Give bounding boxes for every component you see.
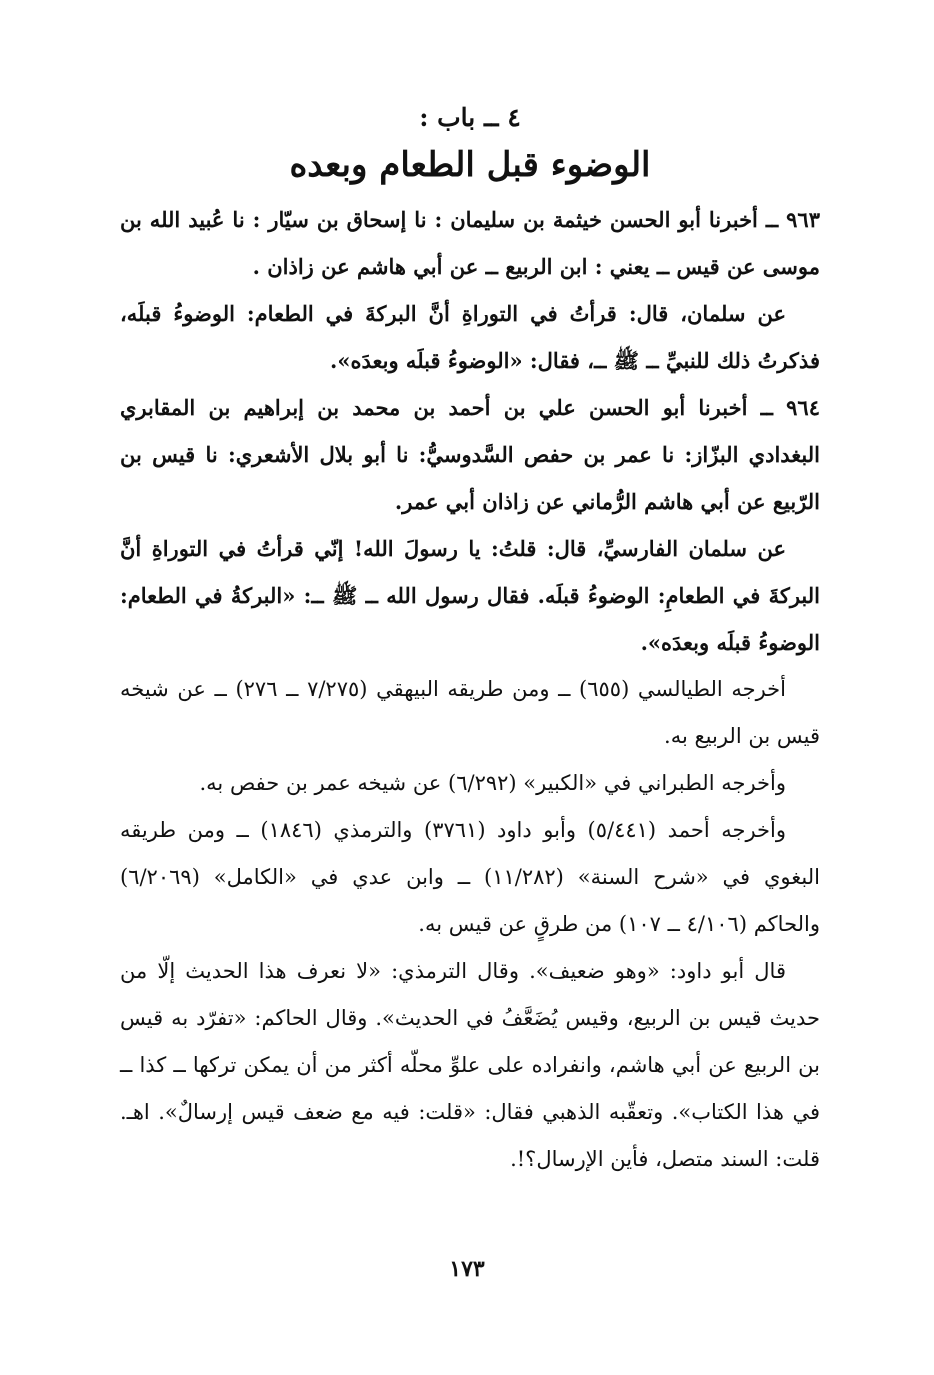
takhrij-note-3: وأخرجه أحمد (٥/٤٤١) وأبو داود (٣٧٦١) والترمذي (١٨٤٦) ــ ومن طريقه البغوي في «شرح السنة» (١١/٢٨٢) ــ وابن عدي في «الكامل» (٦/٢٠٦٩) والحاكم (٤/١٠٦ ــ ١٠٧) من طرقٍ عن قيس به. xyxy=(120,818,820,936)
page-number: ١٧٣ xyxy=(449,1256,485,1282)
hadith-963-text: عن سلمان، قال: قرأتُ في التوراةِ أنَّ البركةَ في الطعام: الوضوءُ قبلَه، فذكرتُ ذلك للنبيِّ ــ ﷺ ــ، فقال: «الوضوءُ قبلَه وبعدَه». xyxy=(120,301,820,373)
hadith-963-chain: ٩٦٣ ــ أخبرنا أبو الحسن خيثمة بن سليمان : نا إسحاق بن سيّار : نا عُبيد الله بن موسى عن قيس ــ يعني : ابن الربيع ــ عن أبي هاشم عن زاذان . xyxy=(120,207,820,279)
takhrij-note-4: قال أبو داود: «وهو ضعيف». وقال الترمذي: «لا نعرف هذا الحديث إلّا من حديث قيس بن الربيع، وقيس يُضَعَّفُ في الحديث». وقال الحاكم: «تفرّد به قيس بن الربيع عن أبي هاشم، وانفراده على علوِّ محلّه أكثر من أن يمكن تركها ــ كذا ــ في هذا الكتاب». وتعقّبه الذهبي فقال: «قلت: فيه مع ضعف قيس إرسالٌ». اهـ. قلت: السند متصل، فأين الإرسال؟!. xyxy=(120,959,820,1171)
hadith-964-chain: ٩٦٤ ــ أخبرنا أبو الحسن علي بن أحمد بن محمد بن إبراهيم بن المقابري البغدادي البزّاز: نا عمر بن حفص السَّدوسيُّ: نا أبو بلال الأشعري: نا قيس بن الرّبيع عن أبي هاشم الرُّماني عن زاذان أبي عمر. xyxy=(120,395,820,514)
chapter-number: ٤ ــ باب : xyxy=(419,103,521,132)
takhrij-note-2: وأخرجه الطبراني في «الكبير» (٦/٢٩٢) عن شيخه عمر بن حفص به. xyxy=(199,771,786,795)
takhrij-note-1: أخرجه الطيالسي (٦٥٥) ــ ومن طريقه البيهقي (٧/٢٧٥ ــ ٢٧٦) ــ عن شيخه قيس بن الربيع به. xyxy=(120,677,820,748)
chapter-title: الوضوء قبل الطعام وبعده xyxy=(289,145,651,185)
document-page xyxy=(120,98,820,1183)
hadith-964-text: عن سلمان الفارسيِّ، قال: قلتُ: يا رسولَ الله! إنّي قرأتُ في التوراةِ أنَّ البركةَ في الطعامِ: الوضوءُ قبلَه. فقال رسول الله ــ ﷺ ــ: «البركةُ في الطعام: الوضوءُ قبلَه وبعدَه». xyxy=(120,536,820,655)
